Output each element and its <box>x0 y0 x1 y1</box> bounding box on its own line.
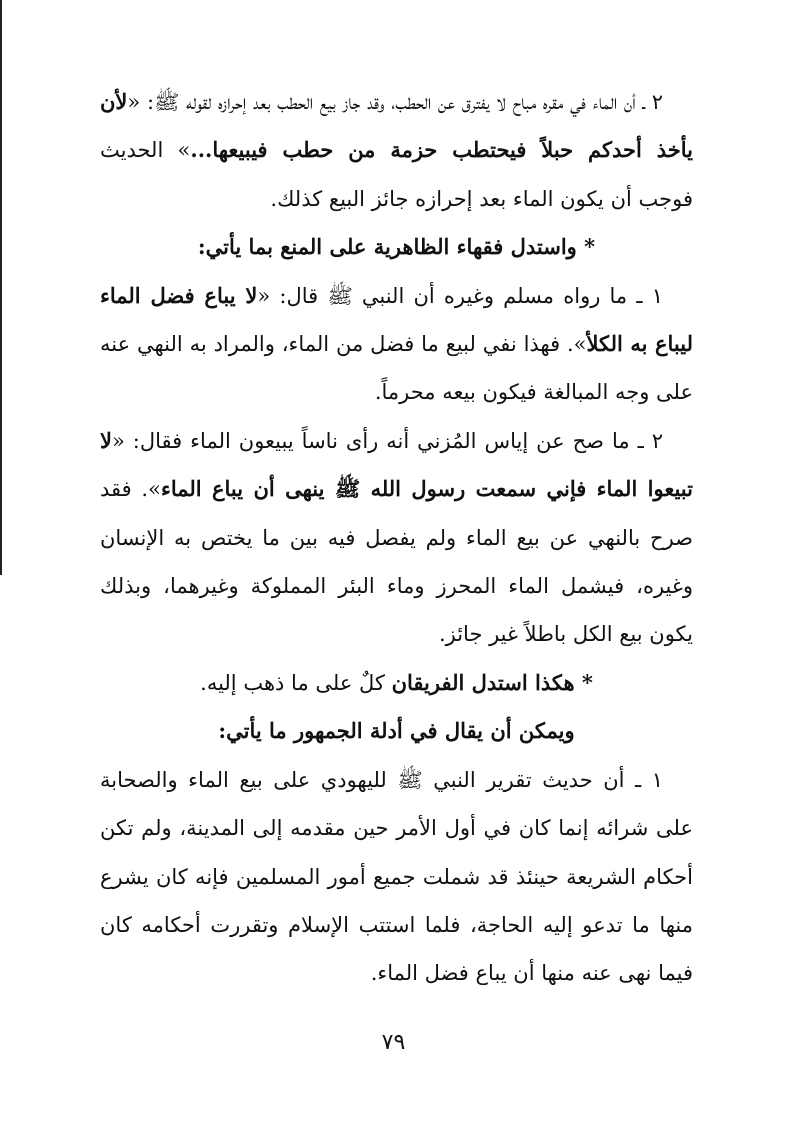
section-summary <box>100 659 693 707</box>
hadith-quote: لا تبيعوا الماء فإني سمعت رسول الله ﷺ ينهى أن يباع الماء <box>100 427 693 502</box>
summary-text: كلٌ على ما ذهب إليه. <box>200 670 392 695</box>
paragraph-muslim-narration <box>100 272 693 417</box>
hadith-quote: لا يباع فضل الماء ليباع به الكلأ <box>100 282 693 357</box>
paragraph-firewood-analogy <box>100 78 693 223</box>
paragraph-text: ٢ ـ ما صح عن إياس المُزني أنه رأى ناساً يبيعون الماء فقال: « <box>111 428 663 453</box>
page-number: ٧٩ <box>381 1030 406 1055</box>
hadith-quote: لأن يأخذ أحدكم حبلاً فيحتطب حزمة من حطب فيبيعها... <box>100 89 693 163</box>
paragraph-text: » الحديث فوجب أن يكون الماء بعد إحرازه جائز البيع كذلك. <box>100 138 693 211</box>
paragraph-text: ٢ ـ أن الماء في مقره مباح لا يفترق عن الحطب، وقد جاز بيع الحطب بعد إحرازه لقوله ﷺ: « <box>127 90 663 114</box>
paragraph-text: ». فقد صرح بالنهي عن بيع الماء ولم يفصل فيه بين ما يختص به الإنسان وغيره، فيشمل الماء المحرز وماء البئر المملوكة وغيرهما، وبذلك يكون بيع الكل باطلاً غير جائز. <box>100 477 693 647</box>
paragraph-jewish-seller: ١ ـ أن حديث تقرير النبي ﷺ لليهودي على بيع الماء والصحابة على شرائه إنما كان في أول الأمر حين مقدمه إلى المدينة، ولم تكن أحكام الشريعة حينئذ قد شملت جميع أمور المسلمين فإنه كان يشرع منها ما تدعو إليه الحاجة، فلما استتب الإسلام وتقررت أحكامه كان فيما نهى عنه منها أن يباع فضل الماء. <box>100 767 693 986</box>
body-text <box>100 78 693 998</box>
section-heading-zahiri: * واستدل فقهاء الظاهرية على المنع بما يأتي: <box>197 234 596 260</box>
paragraph-text: ». فهذا نفي لبيع ما فضل من الماء، والمراد به النهي عنه على وجه المبالغة فيكون بيعه محرماً. <box>100 332 693 405</box>
page-edge-shadow <box>0 0 2 575</box>
summary-bold: * هكذا استدل الفريقان <box>391 669 593 695</box>
paragraph-iyas-narration <box>100 417 693 659</box>
section-heading-majority: ويمكن أن يقال في أدلة الجمهور ما يأتي: <box>218 718 575 744</box>
paragraph-text: ١ ـ ما رواه مسلم وغيره أن النبي ﷺ قال: « <box>257 283 663 308</box>
